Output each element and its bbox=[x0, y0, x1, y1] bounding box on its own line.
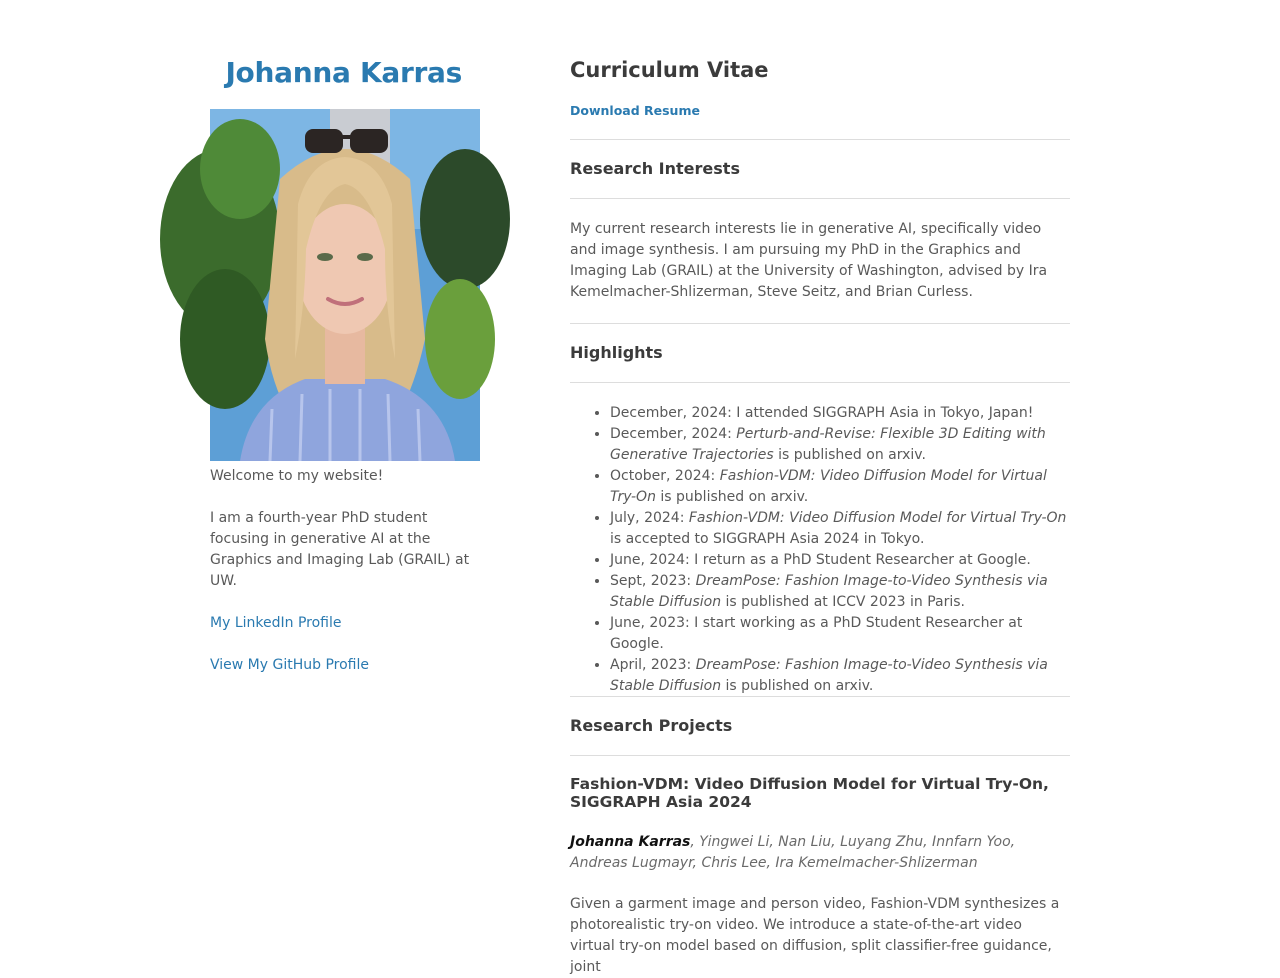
lead-author: Johanna Karras bbox=[570, 834, 691, 850]
list-item: • April, 2023: DreamPose: Fashion Image-to-Video Synthesis via Stable Diffusion is published on arxiv. bbox=[610, 655, 1070, 697]
sidebar-intro bbox=[210, 466, 480, 697]
github-link[interactable]: View My GitHub Profile bbox=[210, 657, 369, 673]
highlights-list bbox=[570, 403, 1070, 697]
divider bbox=[570, 755, 1070, 756]
divider bbox=[570, 323, 1070, 324]
linkedin-link[interactable]: My LinkedIn Profile bbox=[210, 615, 342, 631]
research-interests-heading: Research Interests bbox=[570, 159, 740, 178]
profile-photo bbox=[210, 109, 480, 461]
list-item: • October, 2024: Fashion-VDM: Video Diffusion Model for Virtual Try-On is published on arxiv. bbox=[610, 466, 1070, 508]
list-item: • December, 2024: Perturb-and-Revise: Flexible 3D Editing with Generative Trajectories is published on arxiv. bbox=[610, 424, 1070, 466]
divider bbox=[570, 696, 1070, 697]
co-authors: , Yingwei Li, Nan Liu, Luyang Zhu, Innfarn Yoo, Andreas Lugmayr, Chris Lee, Ira Kemelmacher-Shlizerman bbox=[570, 834, 1016, 871]
list-item: • Sept, 2023: DreamPose: Fashion Image-to-Video Synthesis via Stable Diffusion is published at ICCV 2023 in Paris. bbox=[610, 571, 1070, 613]
research-projects-heading: Research Projects bbox=[570, 716, 733, 735]
list-item: • July, 2024: Fashion-VDM: Video Diffusion Model for Virtual Try-On is accepted to SIGGRAPH Asia 2024 in Tokyo. bbox=[610, 508, 1070, 550]
divider bbox=[570, 198, 1070, 199]
research-interests-text: My current research interests lie in generative AI, specifically video and image synthesis. I am pursuing my PhD in the Graphics and Imaging Lab (GRAIL) at the University of Washington, advised by Ira Kemelmacher-Shlizerman, Steve Seitz, and Brian Curless. bbox=[570, 221, 1048, 300]
highlights-heading: Highlights bbox=[570, 343, 663, 362]
project-title: Fashion-VDM: Video Diffusion Model for Virtual Try-On, SIGGRAPH Asia 2024 bbox=[570, 775, 1049, 811]
list-item: • December, 2024: I attended SIGGRAPH Asia in Tokyo, Japan! bbox=[610, 403, 1070, 424]
project-abstract: Given a garment image and person video, Fashion-VDM synthesizes a photorealistic try-on video. We introduce a state-of-the-art video virtual try-on model based on diffusion, split classifier-free guidance, joint bbox=[570, 896, 1060, 975]
download-resume-link[interactable]: Download Resume bbox=[570, 103, 700, 118]
divider bbox=[570, 382, 1070, 383]
welcome-text: Welcome to my website! bbox=[210, 468, 384, 484]
bio-text: I am a fourth-year PhD student focusing in generative AI at the Graphics and Imaging Lab (GRAIL) at UW. bbox=[210, 510, 470, 589]
site-title[interactable]: Johanna Karras bbox=[225, 56, 462, 89]
project-authors bbox=[570, 832, 1070, 874]
list-item: • June, 2024: I return as a PhD Student Researcher at Google. bbox=[610, 550, 1070, 571]
divider bbox=[570, 139, 1070, 140]
list-item: • June, 2023: I start working as a PhD Student Researcher at Google. bbox=[610, 613, 1070, 655]
page-title: Curriculum Vitae bbox=[570, 58, 769, 82]
